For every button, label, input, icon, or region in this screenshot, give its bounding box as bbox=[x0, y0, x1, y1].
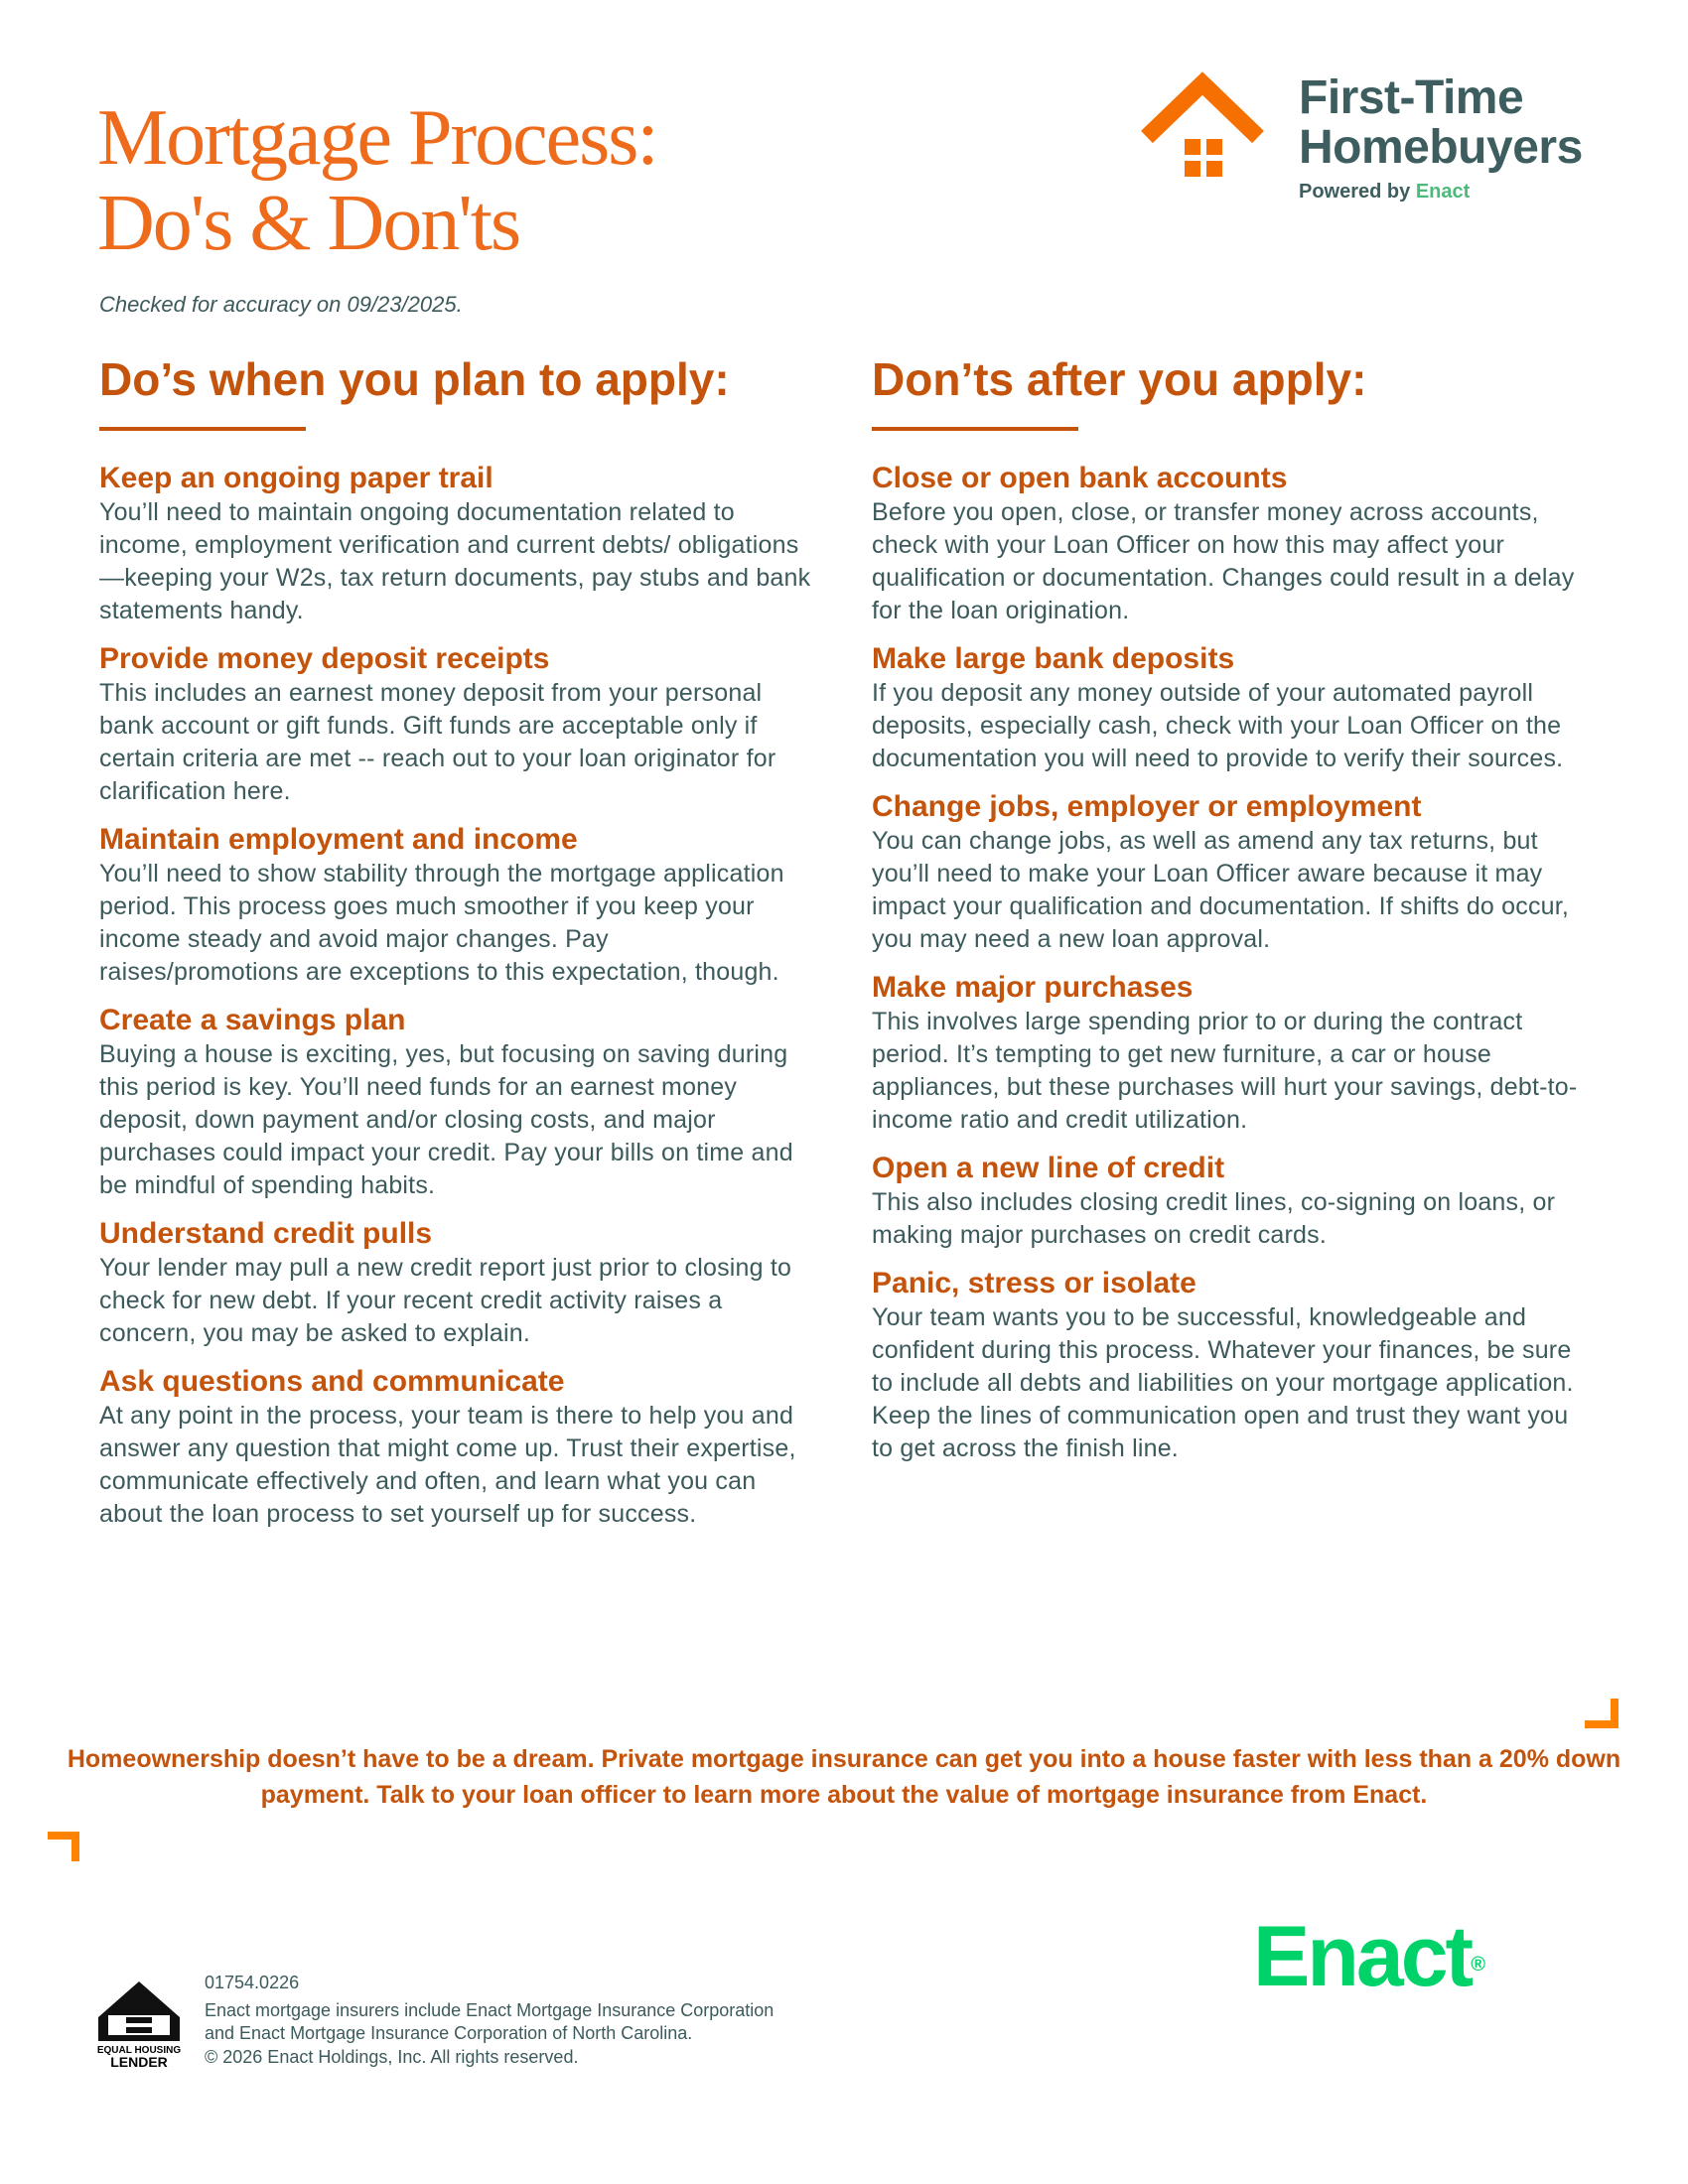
list-item bbox=[872, 1151, 1587, 1252]
item-title: Keep an ongoing paper trail bbox=[99, 462, 493, 494]
item-body: Your lender may pull a new credit report just prior to closing to check for new debt. If your recent credit activity raises a concern, you may be asked to explain. bbox=[99, 1254, 792, 1347]
footer-legal: 01754.0226 Enact mortgage insurers include Enact Mortgage Insurance Corporation and Enact Mortgage Insurance Corporation of North Carolina. © 2026 Enact Holdings, Inc. All rights reserved. bbox=[205, 1973, 774, 2067]
item-title: Panic, stress or isolate bbox=[872, 1267, 1196, 1299]
tagline: Homeownership doesn’t have to be a dream. Private mortgage insurance can get you into a house faster with less than a 20% down payment. Talk to your loan officer to learn more about the value of mortgage insurance from Enact. bbox=[67, 1745, 1621, 1809]
house-logo-icon bbox=[1139, 71, 1268, 181]
item-title: Open a new line of credit bbox=[872, 1152, 1225, 1184]
item-body: If you deposit any money outside of your automated payroll deposits, especially cash, check with your Loan Officer on the documentation you will need to provide to verify their sources. bbox=[872, 679, 1564, 772]
item-title: Make major purchases bbox=[872, 971, 1194, 1004]
item-body: You’ll need to maintain ongoing documentation related to income, employment verification and current debts/ obligations—keeping your W2s, tax return documents, pay stubs and bank statements handy. bbox=[99, 498, 811, 624]
item-body: This involves large spending prior to or during the contract period. It’s tempting to get new furniture, a car or house appliances, but these purchases will hurt your savings, debt-to-income ratio and credit utilization. bbox=[872, 1008, 1578, 1134]
list-item bbox=[99, 641, 814, 808]
item-title: Close or open bank accounts bbox=[872, 462, 1288, 494]
corner-mark bbox=[71, 1832, 79, 1861]
item-title: Understand credit pulls bbox=[99, 1217, 433, 1250]
list-item bbox=[99, 822, 814, 989]
item-body: You’ll need to show stability through the mortgage application period. This process goes much smoother if you keep your income steady and avoid major changes. Pay raises/promotions are exceptions to this expectation, though. bbox=[99, 860, 784, 986]
list-item bbox=[99, 461, 814, 627]
list-item bbox=[872, 789, 1587, 956]
list-item bbox=[872, 641, 1587, 775]
item-title: Create a savings plan bbox=[99, 1004, 406, 1036]
divider bbox=[872, 427, 1078, 431]
list-item bbox=[99, 1216, 814, 1350]
item-body: You can change jobs, as well as amend any tax returns, but you’ll need to make your Loan Officer aware because it may impact your qualification and documentation. If shifts do occur, you may need a new loan approval. bbox=[872, 827, 1570, 953]
item-body: This also includes closing credit lines, co-signing on loans, or making major purchases on credit cards. bbox=[872, 1188, 1556, 1249]
list-item bbox=[872, 970, 1587, 1137]
accuracy-note: Checked for accuracy on 09/23/2025. bbox=[99, 292, 463, 317]
item-title: Change jobs, employer or employment bbox=[872, 790, 1422, 823]
svg-text:LENDER: LENDER bbox=[110, 2054, 168, 2069]
list-item bbox=[99, 1364, 814, 1531]
donts-heading: Don’ts after you apply: bbox=[872, 353, 1367, 405]
equal-housing-lender-icon bbox=[96, 1979, 182, 2069]
powered-by: Powered by Enact bbox=[1299, 181, 1471, 203]
dos-column bbox=[99, 349, 814, 1545]
list-item bbox=[872, 1266, 1587, 1465]
brand-name: First-Time Homebuyers bbox=[1299, 71, 1583, 174]
item-title: Ask questions and communicate bbox=[99, 1365, 565, 1398]
dos-heading: Do’s when you plan to apply: bbox=[99, 353, 730, 405]
list-item bbox=[99, 1003, 814, 1202]
item-body: This includes an earnest money deposit from your personal bank account or gift funds. Gift funds are acceptable only if certain criteria are met -- reach out to your loan originator for clarification here. bbox=[99, 679, 776, 805]
item-body: At any point in the process, your team is there to help you and answer any question that might come up. Trust their expertise, communicate effectively and often, and learn what you can about the loan process to set yourself up for success. bbox=[99, 1402, 796, 1528]
item-body: Buying a house is exciting, yes, but focusing on saving during this period is key. You’ll need funds for an earnest money deposit, down payment and/or closing costs, and major purchases could impact your credit. Pay your bills on time and be mindful of spending habits. bbox=[99, 1040, 793, 1199]
item-body: Your team wants you to be successful, knowledgeable and confident during this process. Whatever your finances, be sure to include all debts and liabilities on your mortgage application. Keep the lines of communication open and trust they want you to get across the finish line. bbox=[872, 1303, 1574, 1462]
page-title: Mortgage Process: Do's & Don'ts bbox=[97, 94, 657, 267]
svg-text:EQUAL HOUSING: EQUAL HOUSING bbox=[96, 2045, 182, 2056]
enact-logo: Enact® bbox=[1253, 1909, 1482, 2004]
item-title: Maintain employment and income bbox=[99, 823, 578, 856]
item-title: Provide money deposit receipts bbox=[99, 642, 550, 675]
donts-column bbox=[872, 349, 1587, 1479]
divider bbox=[99, 427, 306, 431]
item-body: Before you open, close, or transfer money across accounts, check with your Loan Officer on how this may affect your qualification or documentation. Changes could result in a delay for the loan origination. bbox=[872, 498, 1575, 624]
item-title: Make large bank deposits bbox=[872, 642, 1235, 675]
list-item bbox=[872, 461, 1587, 627]
corner-mark bbox=[1585, 1720, 1618, 1728]
